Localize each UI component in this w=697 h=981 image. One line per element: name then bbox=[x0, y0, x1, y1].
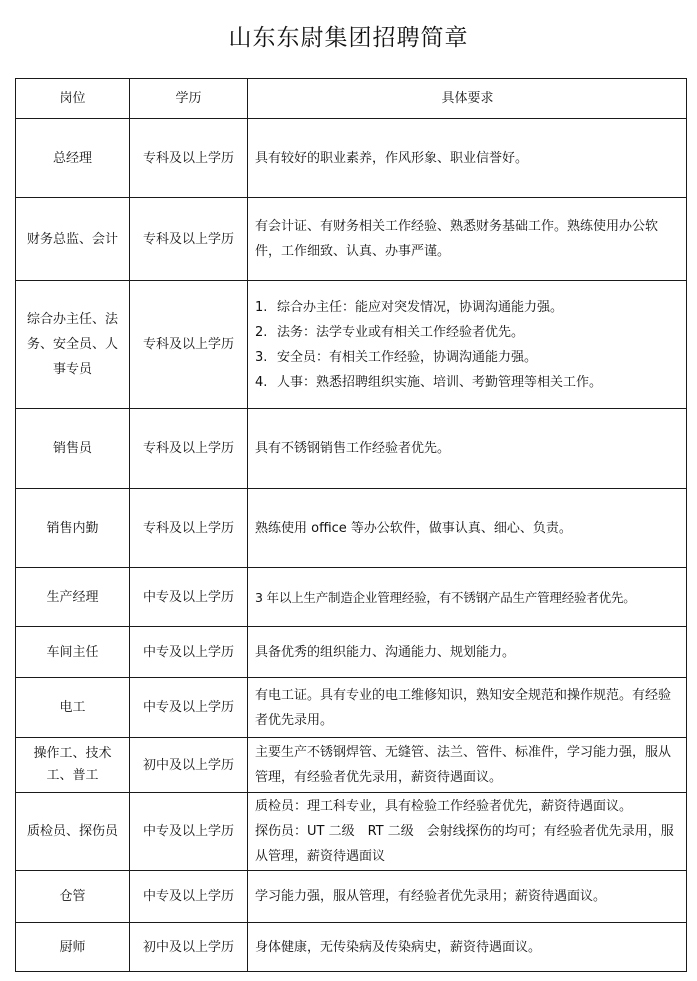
requirement-text: 探伤员：UT 二级 RT 二级 会射线探伤的均可；有经验者优先录用，服从管理，薪资待遇面议 bbox=[255, 824, 674, 864]
list-text: 人事：熟悉招聘组织实施、培训、考勤管理等相关工作。 bbox=[277, 374, 603, 390]
row-position: 综合办主任、法务、安全员、人事专员 bbox=[16, 281, 130, 409]
row-education: 中专及以上学历 bbox=[130, 627, 248, 678]
requirement-text: 具备优秀的组织能力、沟通能力、规划能力。 bbox=[255, 644, 516, 660]
row-education: 专科及以上学历 bbox=[130, 409, 248, 489]
header-education: 学历 bbox=[130, 79, 248, 119]
list-item bbox=[255, 295, 680, 320]
table-row bbox=[16, 489, 687, 568]
requirement-text: 具有不锈钢销售工作经验者优先。 bbox=[255, 441, 451, 456]
row-education: 专科及以上学历 bbox=[130, 119, 248, 198]
row-requirements bbox=[248, 119, 687, 198]
row-position: 生产经理 bbox=[16, 568, 130, 627]
row-requirements bbox=[248, 871, 687, 923]
row-position: 总经理 bbox=[16, 119, 130, 198]
table-row bbox=[16, 409, 687, 489]
row-education: 中专及以上学历 bbox=[130, 568, 248, 627]
list-item bbox=[255, 345, 680, 370]
requirement-list bbox=[255, 295, 680, 395]
row-requirements bbox=[248, 281, 687, 409]
requirement-text: 有电工证。具有专业的电工维修知识，熟知安全规范和操作规范。有经验者优先录用。 bbox=[255, 687, 672, 728]
requirement-text: 身体健康，无传染病及传染病史，薪资待遇面议。 bbox=[255, 939, 542, 955]
row-requirements bbox=[248, 198, 687, 281]
requirement-text: 有会计证、有财务相关工作经验、熟悉财务基础工作。熟练使用办公软件，工作细致、认真、办事严谨。 bbox=[255, 219, 659, 259]
row-position: 车间主任 bbox=[16, 627, 130, 678]
requirement-text: 3 年以上生产制造企业管理经验，有不锈钢产品生产管理经验者优先。 bbox=[255, 589, 636, 605]
row-requirements bbox=[248, 678, 687, 738]
row-requirements bbox=[248, 489, 687, 568]
table-row bbox=[16, 627, 687, 678]
table-row bbox=[16, 198, 687, 281]
requirement-text: 主要生产不锈钢焊管、无缝管、法兰、管件、标准件，学习能力强，服从管理，有经验者优先录用，薪资待遇面议。 bbox=[255, 745, 672, 785]
requirement-text: 学习能力强，服从管理，有经验者优先录用；薪资待遇面议。 bbox=[255, 889, 607, 904]
row-education: 专科及以上学历 bbox=[130, 281, 248, 409]
row-position: 电工 bbox=[16, 678, 130, 738]
row-position: 操作工、技术工、普工 bbox=[16, 738, 130, 793]
row-position: 销售员 bbox=[16, 409, 130, 489]
list-number: 3. bbox=[255, 349, 268, 365]
list-number: 4. bbox=[255, 374, 268, 390]
row-education: 中专及以上学历 bbox=[130, 678, 248, 738]
row-requirements bbox=[248, 923, 687, 972]
row-position: 质检员、探伤员 bbox=[16, 793, 130, 871]
row-requirements bbox=[248, 568, 687, 627]
row-education: 中专及以上学历 bbox=[130, 793, 248, 871]
row-position: 厨师 bbox=[16, 923, 130, 972]
requirement-text: 质检员：理工科专业，具有检验工作经验者优先，薪资待遇面议。 bbox=[255, 799, 633, 814]
requirement-text: 熟练使用 office 等办公软件，做事认真、细心、负责。 bbox=[255, 520, 572, 536]
page-title: 山东东尉集团招聘简章 bbox=[228, 25, 469, 51]
row-requirements bbox=[248, 793, 687, 871]
table-row bbox=[16, 871, 687, 923]
list-text: 安全员：有相关工作经验，协调沟通能力强。 bbox=[277, 349, 538, 365]
list-item bbox=[255, 320, 680, 345]
list-number: 1. bbox=[255, 299, 268, 315]
header-position: 岗位 bbox=[16, 79, 130, 119]
table-row bbox=[16, 678, 687, 738]
table-row bbox=[16, 738, 687, 793]
list-number: 2. bbox=[255, 324, 268, 340]
row-requirements bbox=[248, 409, 687, 489]
row-education: 初中及以上学历 bbox=[130, 738, 248, 793]
row-requirements bbox=[248, 627, 687, 678]
table-row bbox=[16, 923, 687, 972]
row-position: 仓管 bbox=[16, 871, 130, 923]
list-text: 综合办主任：能应对突发情况，协调沟通能力强。 bbox=[277, 299, 564, 315]
row-education: 专科及以上学历 bbox=[130, 198, 248, 281]
table-row bbox=[16, 793, 687, 871]
header-requirements: 具体要求 bbox=[248, 79, 687, 119]
list-text: 法务：法学专业或有相关工作经验者优先。 bbox=[277, 324, 525, 340]
row-education: 专科及以上学历 bbox=[130, 489, 248, 568]
table-row bbox=[16, 119, 687, 198]
row-position: 财务总监、会计 bbox=[16, 198, 130, 281]
table-header-row bbox=[16, 79, 687, 119]
row-education: 初中及以上学历 bbox=[130, 923, 248, 972]
row-requirements bbox=[248, 738, 687, 793]
table-row bbox=[16, 568, 687, 627]
list-item bbox=[255, 370, 680, 395]
recruitment-table bbox=[15, 78, 687, 972]
row-education: 中专及以上学历 bbox=[130, 871, 248, 923]
row-position: 销售内勤 bbox=[16, 489, 130, 568]
table-row bbox=[16, 281, 687, 409]
requirement-text: 具有较好的职业素养，作风形象、职业信誉好。 bbox=[255, 150, 529, 166]
